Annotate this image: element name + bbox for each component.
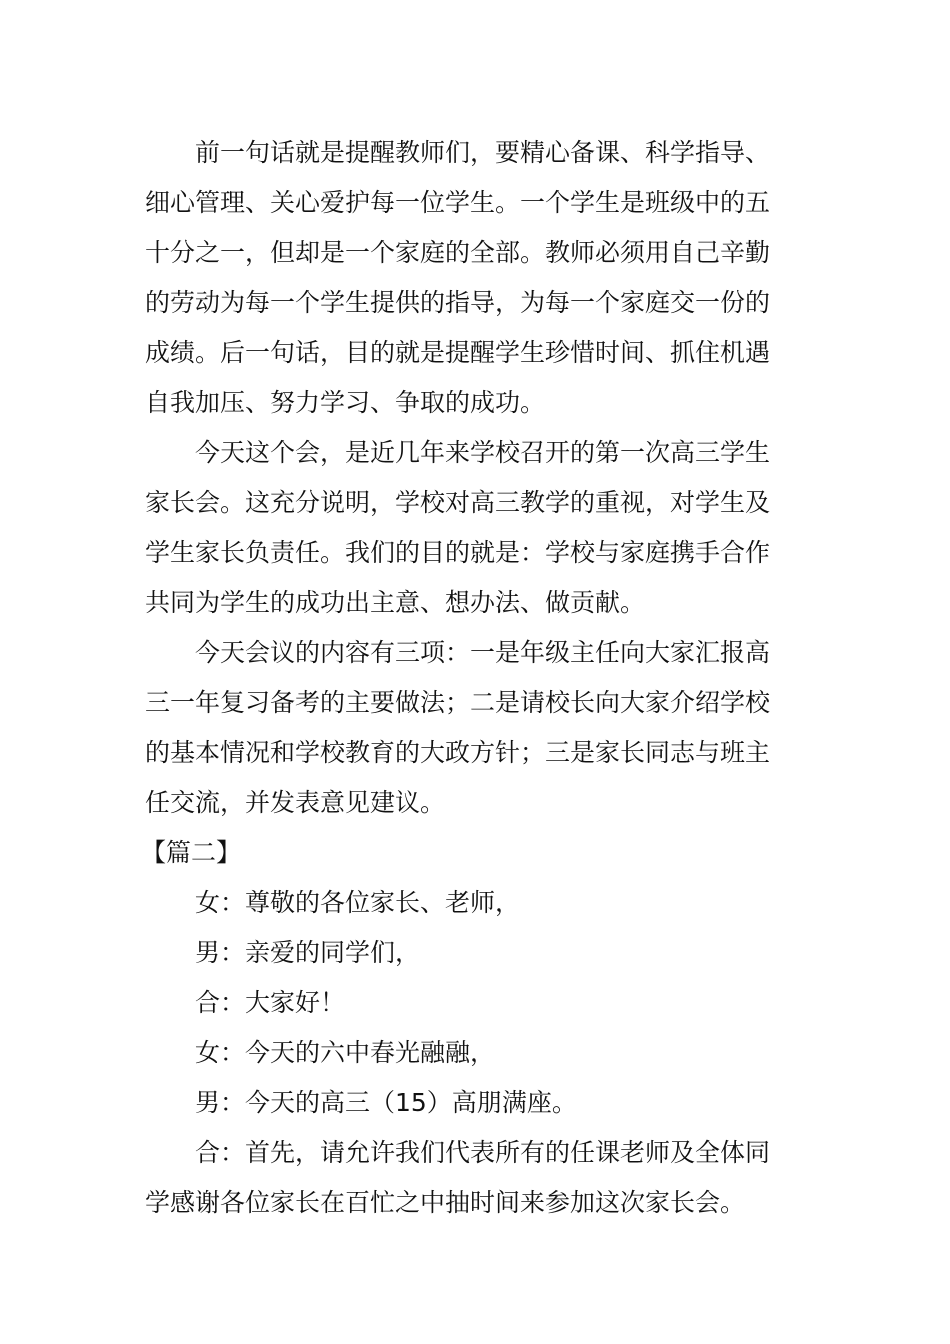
paragraph-2	[145, 428, 807, 628]
text-line: 自我加压、努力学习、争取的成功。	[145, 388, 546, 417]
text-line: 成绩。后一句话，目的就是提醒学生珍惜时间、抓住机遇	[145, 338, 771, 367]
text-line: 十分之一，但却是一个家庭的全部。教师必须用自己辛勤	[145, 238, 771, 267]
text-line: 任交流，并发表意见建议。	[145, 788, 446, 817]
closing-paragraph	[145, 1128, 807, 1228]
dialogue-line: 男：今天的高三（15）高朋满座。	[195, 1088, 577, 1117]
dialogue-line: 合：大家好！	[195, 988, 346, 1017]
text-line: 的基本情况和学校教育的大政方针；三是家长同志与班主	[145, 738, 771, 767]
text-line: 学生家长负责任。我们的目的就是：学校与家庭携手合作	[145, 538, 771, 567]
text-line: 今天这个会，是近几年来学校召开的第一次高三学生	[195, 438, 771, 467]
text-line: 今天会议的内容有三项：一是年级主任向大家汇报高	[195, 638, 771, 667]
text-line: 学感谢各位家长在百忙之中抽时间来参加这次家长会。	[145, 1188, 746, 1217]
text-line: 三一年复习备考的主要做法；二是请校长向大家介绍学校	[145, 688, 771, 717]
dialogue-line: 男：亲爱的同学们，	[195, 938, 421, 967]
text-line: 家长会。这充分说明，学校对高三教学的重视，对学生及	[145, 488, 771, 517]
text-line: 共同为学生的成功出主意、想办法、做贡献。	[145, 588, 646, 617]
text-line: 细心管理、关心爱护每一位学生。一个学生是班级中的五	[145, 188, 771, 217]
paragraph-3	[145, 628, 807, 828]
dialogue-line: 女：尊敬的各位家长、老师，	[195, 888, 521, 917]
text-line: 前一句话就是提醒教师们，要精心备课、科学指导、	[195, 138, 771, 167]
dialogue-line: 女：今天的六中春光融融，	[195, 1038, 496, 1067]
paragraph-1	[145, 128, 807, 428]
text-line: 的劳动为每一个学生提供的指导，为每一个家庭交一份的	[145, 288, 771, 317]
document-body	[141, 128, 807, 1228]
section-heading: 【篇二】	[141, 838, 242, 867]
text-line: 合：首先，请允许我们代表所有的任课老师及全体同	[195, 1138, 771, 1167]
